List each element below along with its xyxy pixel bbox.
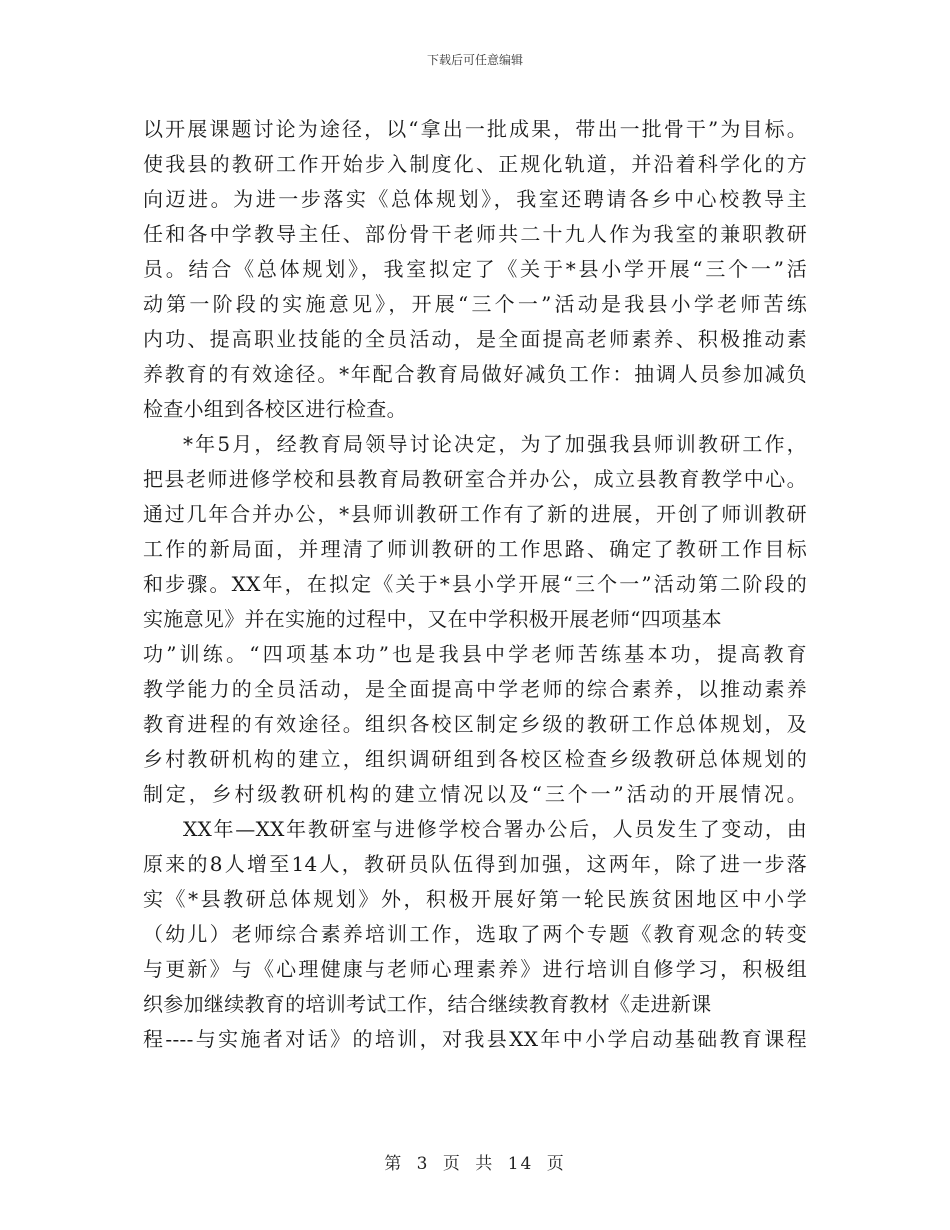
- text-line: 以开展课题讨论为途径，以“拿出一批成果，带出一批骨干”为目标。: [143, 117, 807, 141]
- text-line: 乡村教研机构的建立，组织调研组到各校区检查乡级教研总体规划的: [143, 747, 807, 771]
- text-line: 教育进程的有效途径。组织各校区制定乡级的教研工作总体规划，及: [143, 712, 807, 736]
- text-line: 与更新》与《心理健康与老师心理素养》进行培训自修学习，积极组: [143, 957, 807, 981]
- text-line: 制定，乡村级教研机构的建立情况以及“三个一”活动的开展情况。: [143, 782, 807, 806]
- text-line: 织参加继续教育的培训考试工作，结合继续教育教材《走进新课: [143, 992, 712, 1016]
- text-line: 向迈进。为进一步落实《总体规划》，我室还聘请各乡中心校教导主: [143, 187, 807, 211]
- text-line: 任和各中学教导主任、部份骨干老师共二十九人作为我室的兼职教研: [143, 222, 807, 246]
- text-line: 把县老师进修学校和县教育局教研室合并办公，成立县教育教学中心。: [143, 467, 807, 491]
- text-line: 功”训练。“四项基本功”也是我县中学老师苦练基本功，提高教育: [143, 642, 807, 666]
- text-line: 程----与实施者对话》的培训，对我县XX年中小学启动基础教育课程: [143, 1027, 807, 1051]
- text-line: （幼儿）老师综合素养培训工作，选取了两个专题《教育观念的转变: [143, 922, 807, 946]
- text-line: 员。结合《总体规划》，我室拟定了《关于*县小学开展“三个一”活: [143, 257, 807, 281]
- document-body: [143, 112, 807, 1057]
- text-line: 原来的8人增至14人，教研员队伍得到加强，这两年，除了进一步落: [143, 852, 807, 876]
- page-footer: 第 3 页 共 14 页: [384, 1154, 566, 1174]
- text-line: 和步骤。XX年，在拟定《关于*县小学开展“三个一”活动第二阶段的: [143, 572, 807, 596]
- text-line: 通过几年合并办公，*县师训教研工作有了新的进展，开创了师训教研: [143, 502, 807, 526]
- text-line: *年5月，经教育局领导讨论决定，为了加强我县师训教研工作，: [183, 432, 807, 456]
- text-line: 工作的新局面，并理清了师训教研的工作思路、确定了教研工作目标: [143, 537, 807, 561]
- page-header: 下载后可任意编辑: [426, 53, 523, 67]
- text-line: 内功、提高职业技能的全员活动，是全面提高老师素养、积极推动素: [143, 327, 807, 351]
- text-line: XX年—XX年教研室与进修学校合署办公后，人员发生了变动，由: [183, 817, 807, 841]
- text-line: 实施意见》并在实施的过程中，又在中学积极开展老师“四项基本: [143, 607, 722, 631]
- text-line: 教学能力的全员活动，是全面提高中学老师的综合素养，以推动素养: [143, 677, 807, 701]
- text-line: 动第一阶段的实施意见》，开展“三个一”活动是我县小学老师苦练: [143, 292, 807, 316]
- text-line: 养教育的有效途径。*年配合教育局做好减负工作：抽调人员参加减负: [143, 362, 807, 386]
- text-line: 检查小组到各校区进行检查。: [143, 397, 407, 421]
- text-line: 使我县的教研工作开始步入制度化、正规化轨道，并沿着科学化的方: [143, 152, 807, 176]
- text-line: 实《*县教研总体规划》外，积极开展好第一轮民族贫困地区中小学: [143, 887, 807, 911]
